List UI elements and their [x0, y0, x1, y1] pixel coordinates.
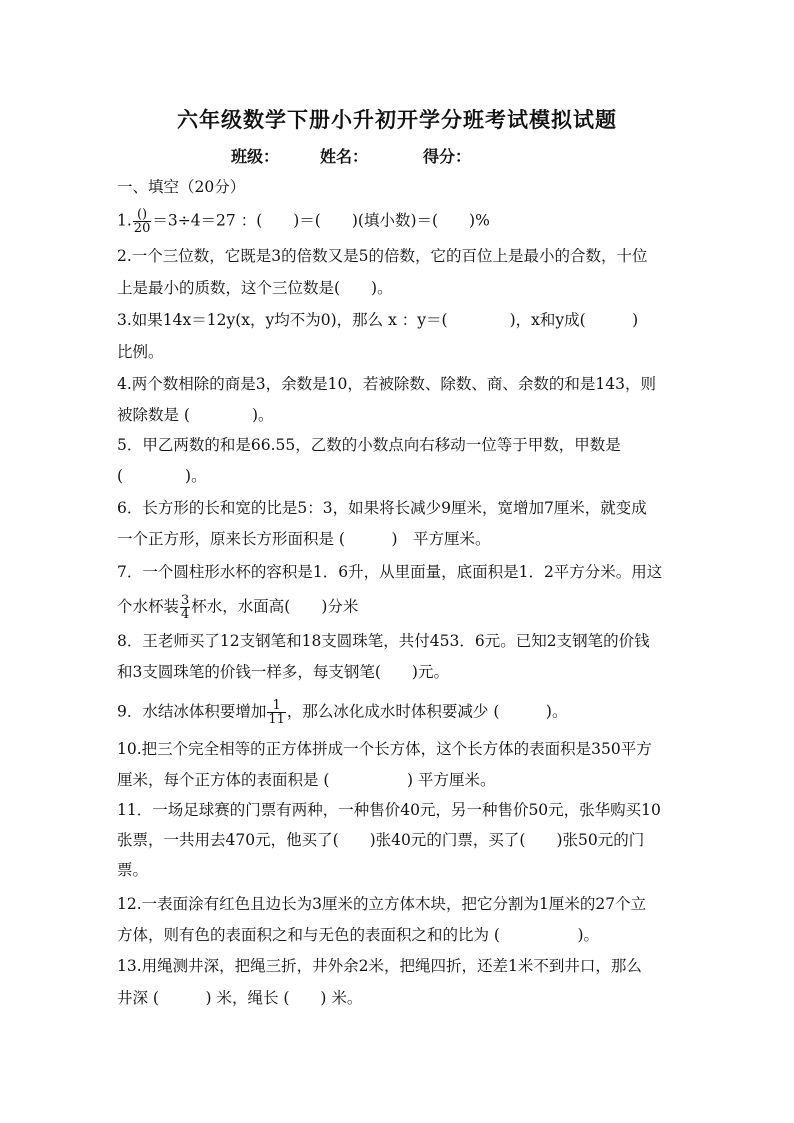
question-3-line-2: 比例。	[117, 343, 164, 361]
name-label: 姓名：	[320, 147, 369, 166]
question-6-line-1: 6．长方形的长和宽的比是5：3，如果将长减少9厘米，宽增加7厘米，就变成	[117, 499, 647, 517]
question-8-line-2: 和3支圆珠笔的价钱一样多，每支钢笔( )元。	[117, 663, 449, 681]
q9-text-b: ，那么冰化成水时体积要减少 ( )。	[286, 702, 568, 721]
question-13-line-1: 13.用绳测井深，把绳三折，井外余2米，把绳四折，还差1米不到井口，那么	[117, 957, 642, 975]
score-label: 得分：	[423, 147, 472, 166]
q9-fraction	[267, 699, 286, 726]
question-7-line-2	[117, 593, 677, 622]
q1-fraction	[133, 208, 152, 235]
question-12-line-1: 12.一表面涂有红色且边长为3厘米的立方体木块，把它分割为1厘米的27个立	[117, 895, 647, 913]
question-11-line-3: 票。	[117, 861, 149, 879]
question-5-line-2: ( )。	[117, 467, 207, 485]
q7-frac-den: 4	[181, 607, 190, 622]
q9-text-a: 9．水结冰体积要增加	[117, 702, 267, 721]
q7-fraction	[180, 594, 190, 621]
q7-text-b: 杯水，水面高( )分米	[191, 597, 359, 616]
question-1	[117, 207, 677, 236]
q1-prefix: 1.	[117, 211, 132, 230]
question-8-line-1: 8．王老师买了12支钢笔和18支圆珠笔，共付453．6元。已知2支钢笔的价钱	[117, 632, 650, 650]
q1-frac-num: ()	[133, 208, 152, 222]
question-12-line-2: 方体，则有色的表面积之和与无色的表面积之和的比为 ( )。	[117, 926, 600, 944]
question-4-line-1: 4.两个数相除的商是3，余数是10，若被除数、除数、商、余数的和是143，则	[117, 375, 656, 393]
question-7-line-1: 7．一个圆柱形水杯的容积是1．6升，从里面量，底面积是1．2平方分米。用这	[117, 563, 663, 581]
page-title: 六年级数学下册小升初开学分班考试模拟试题	[177, 107, 617, 132]
question-13-line-2: 井深 ( ) 米，绳长 ( ) 米。	[117, 989, 363, 1007]
question-9	[117, 698, 677, 727]
question-10-line-2: 厘米，每个正方体的表面积是 ( ) 平方厘米。	[117, 771, 496, 789]
question-3-line-1: 3.如果14x＝12y(x，y均不为0)，那么 x ：y＝( )，x和y成( )	[117, 311, 639, 329]
question-11-line-1: 11．一场足球赛的门票有两种，一种售价40元，另一种售价50元，张华购买10	[117, 801, 661, 819]
section-heading: 一、填空（20分）	[117, 178, 246, 196]
question-5-line-1: 5．甲乙两数的和是66.55，乙数的小数点向右移动一位等于甲数，甲数是	[117, 436, 621, 454]
question-6-line-2: 一个正方形，原来长方形面积是 ( ) 平方厘米。	[117, 530, 491, 548]
q9-frac-den: 11	[268, 712, 285, 727]
q9-frac-num: 1	[267, 699, 286, 713]
question-10-line-1: 10.把三个完全相等的正方体拼成一个长方体，这个长方体的表面积是350平方	[117, 740, 652, 758]
q1-frac-den: 20	[133, 221, 151, 236]
q7-frac-num: 3	[181, 593, 190, 608]
student-info-row	[0, 144, 794, 166]
question-11-line-2: 张票，一共用去470元，他买了( )张40元的门票，买了( )张50元的门	[117, 831, 645, 849]
question-2-line-2: 上是最小的质数，这个三位数是( )。	[117, 279, 393, 297]
question-2-line-1: 2.一个三位数，它既是3的倍数又是5的倍数，它的百位上是最小的合数，十位	[117, 247, 648, 265]
question-4-line-2: 被除数是 ( )。	[117, 406, 274, 424]
class-label: 班级：	[231, 147, 280, 166]
q1-text: ＝3÷4＝27 ：( )＝( )(填小数)＝( )%	[152, 211, 490, 230]
q7-text-a: 个水杯装	[117, 597, 180, 616]
